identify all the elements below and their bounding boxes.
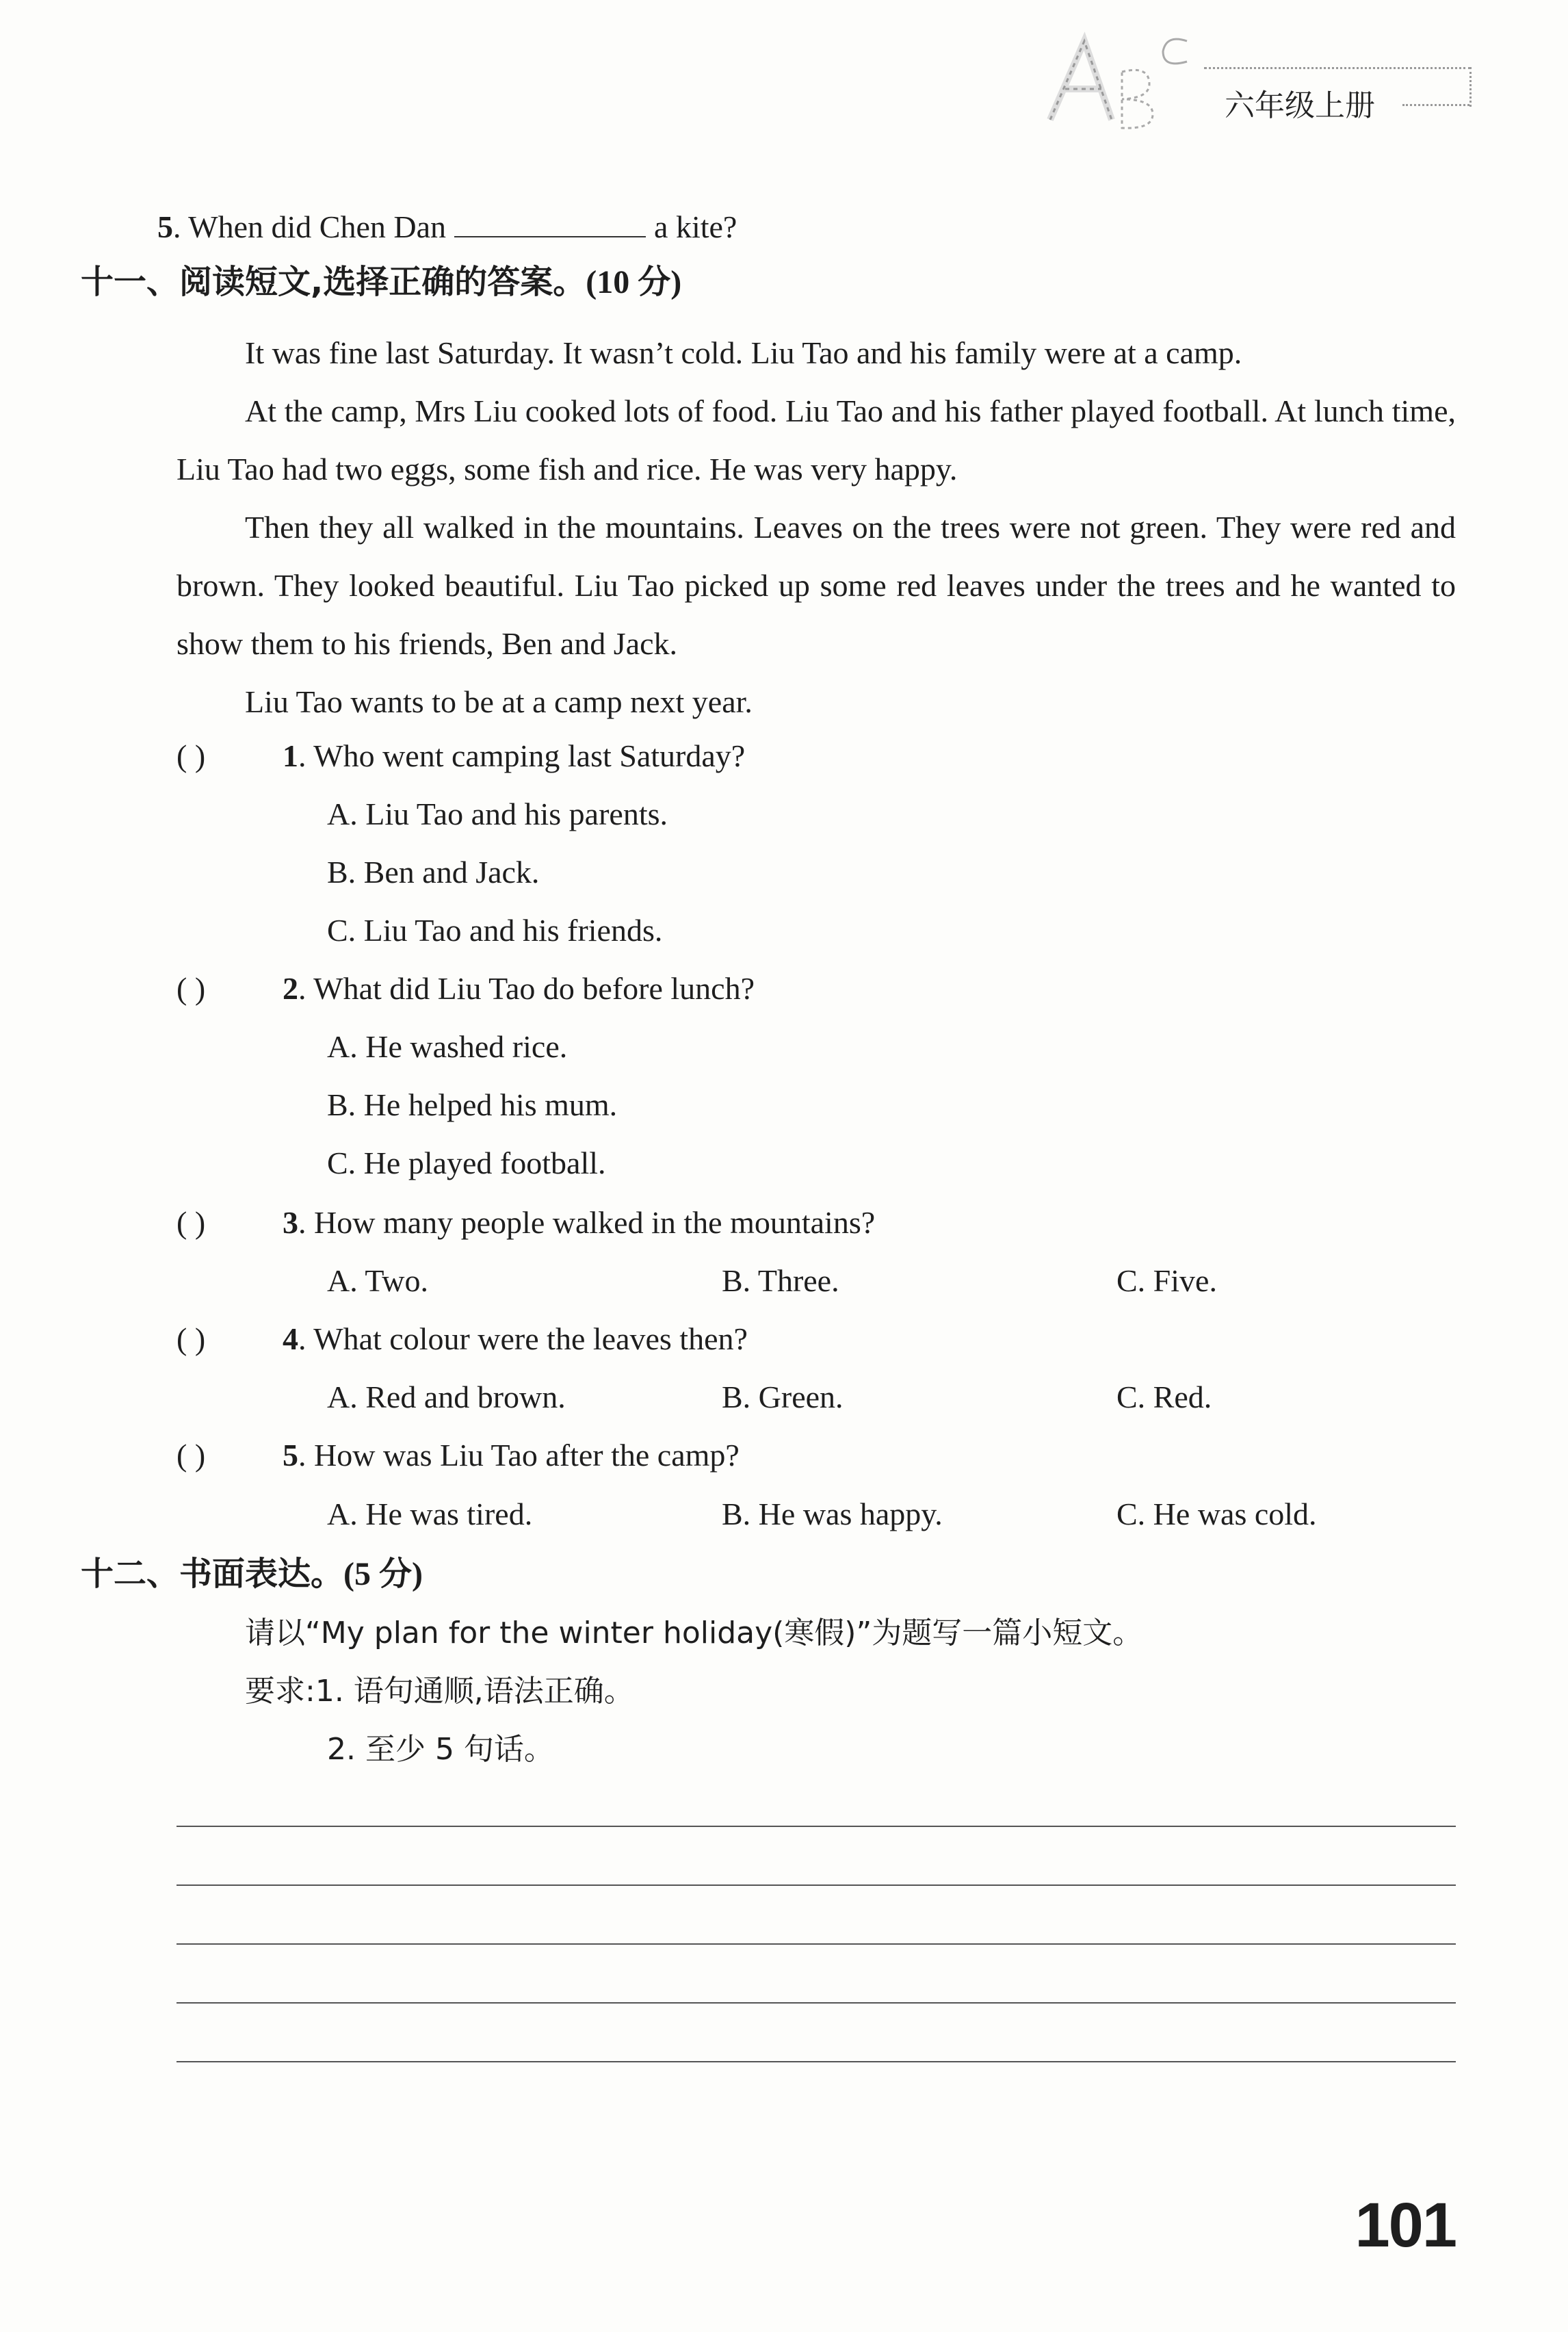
section-12-title <box>81 1553 423 1595</box>
question-number: 3 <box>283 1205 298 1240</box>
writing-line[interactable] <box>177 1943 1456 1945</box>
option-2c[interactable]: C. He played football. <box>327 1145 606 1180</box>
section-11-title <box>81 261 681 303</box>
section-12-score: (5 分) <box>343 1556 423 1592</box>
question-text: . What did Liu Tao do before lunch? <box>298 971 755 1006</box>
header-logo <box>1030 27 1207 130</box>
prev-question-number: 5 <box>157 209 173 244</box>
answer-paren[interactable]: ( ) <box>177 1321 206 1356</box>
passage-paragraph-2: At the camp, Mrs Liu cooked lots of food. Liu Tao and his father played football. At lunch time, Liu Tao had two eggs, some fish and rice. He was very happy. <box>177 393 1456 487</box>
question-number: 4 <box>283 1321 298 1356</box>
writing-prompt: 请以“My plan for the winter holiday(寒假)”为题写一篇小短文。 <box>245 1616 1143 1650</box>
question-1 <box>177 736 745 777</box>
option-5a[interactable]: A. He was tired. <box>327 1497 533 1531</box>
answer-blank[interactable] <box>454 210 646 237</box>
writing-requirement-2: 2. 至少 5 句话。 <box>327 1732 554 1767</box>
header-rule-top <box>1204 67 1471 69</box>
option-1b[interactable]: B. Ben and Jack. <box>327 855 540 890</box>
option-3b[interactable]: B. Three. <box>722 1263 839 1298</box>
writing-line[interactable] <box>177 1884 1456 1886</box>
question-text: . What colour were the leaves then? <box>298 1321 748 1356</box>
option-5c[interactable]: C. He was cold. <box>1116 1497 1317 1531</box>
question-2 <box>177 968 755 1009</box>
question-text: . How many people walked in the mountains? <box>298 1205 876 1240</box>
header-rule-bottom <box>1402 104 1469 106</box>
prev-question-tail: a kite? <box>654 209 737 244</box>
answer-paren[interactable]: ( ) <box>177 1438 206 1473</box>
question-3 <box>177 1202 875 1243</box>
answer-paren[interactable]: ( ) <box>177 738 206 773</box>
question-text: . How was Liu Tao after the camp? <box>298 1438 740 1473</box>
section-12-title-text: 十二、书面表达。 <box>81 1555 344 1593</box>
option-3a[interactable]: A. Two. <box>327 1263 428 1298</box>
section-11-score: (10 分) <box>586 264 682 300</box>
option-2a[interactable]: A. He washed rice. <box>327 1029 568 1064</box>
writing-requirement-1: 要求:1. 语句通顺,语法正确。 <box>245 1674 634 1709</box>
option-4c[interactable]: C. Red. <box>1116 1379 1212 1414</box>
answer-paren[interactable]: ( ) <box>177 971 206 1006</box>
option-3c[interactable]: C. Five. <box>1116 1263 1217 1298</box>
option-2b[interactable]: B. He helped his mum. <box>327 1087 618 1122</box>
prev-question <box>157 207 737 248</box>
passage-paragraph-4: Liu Tao wants to be at a camp next year. <box>245 684 753 719</box>
option-1c[interactable]: C. Liu Tao and his friends. <box>327 913 663 948</box>
section-11-title-text: 十一、阅读短文,选择正确的答案。 <box>81 263 586 301</box>
option-4b[interactable]: B. Green. <box>722 1379 844 1414</box>
writing-line[interactable] <box>177 2061 1456 2062</box>
writing-line[interactable] <box>177 1826 1456 1827</box>
prev-question-text: . When did Chen Dan <box>173 209 447 244</box>
question-4 <box>177 1319 748 1360</box>
question-number: 2 <box>283 971 298 1006</box>
writing-line[interactable] <box>177 2002 1456 2004</box>
header-grade-label: 六年级上册 <box>1225 88 1375 123</box>
answer-paren[interactable]: ( ) <box>177 1205 206 1240</box>
passage-paragraph-1: It was fine last Saturday. It wasn’t cold. Liu Tao and his family were at a camp. <box>245 335 1242 370</box>
option-4a[interactable]: A. Red and brown. <box>327 1379 566 1414</box>
option-1a[interactable]: A. Liu Tao and his parents. <box>327 796 668 831</box>
page-number: 101 <box>1355 2190 1456 2260</box>
question-text: . Who went camping last Saturday? <box>298 738 746 773</box>
passage-paragraph-3: Then they all walked in the mountains. Leaves on the trees were not green. They were red and brown. They looked beautiful. Liu Tao picked up some red leaves under the trees and he wanted to show them to his friends, Ben and Jack. <box>177 510 1456 661</box>
option-5b[interactable]: B. He was happy. <box>722 1497 943 1531</box>
question-number: 1 <box>283 738 298 773</box>
question-number: 5 <box>283 1438 298 1473</box>
question-5 <box>177 1435 740 1476</box>
header-rule-right <box>1469 67 1472 107</box>
abc-logo-icon <box>1030 27 1207 130</box>
